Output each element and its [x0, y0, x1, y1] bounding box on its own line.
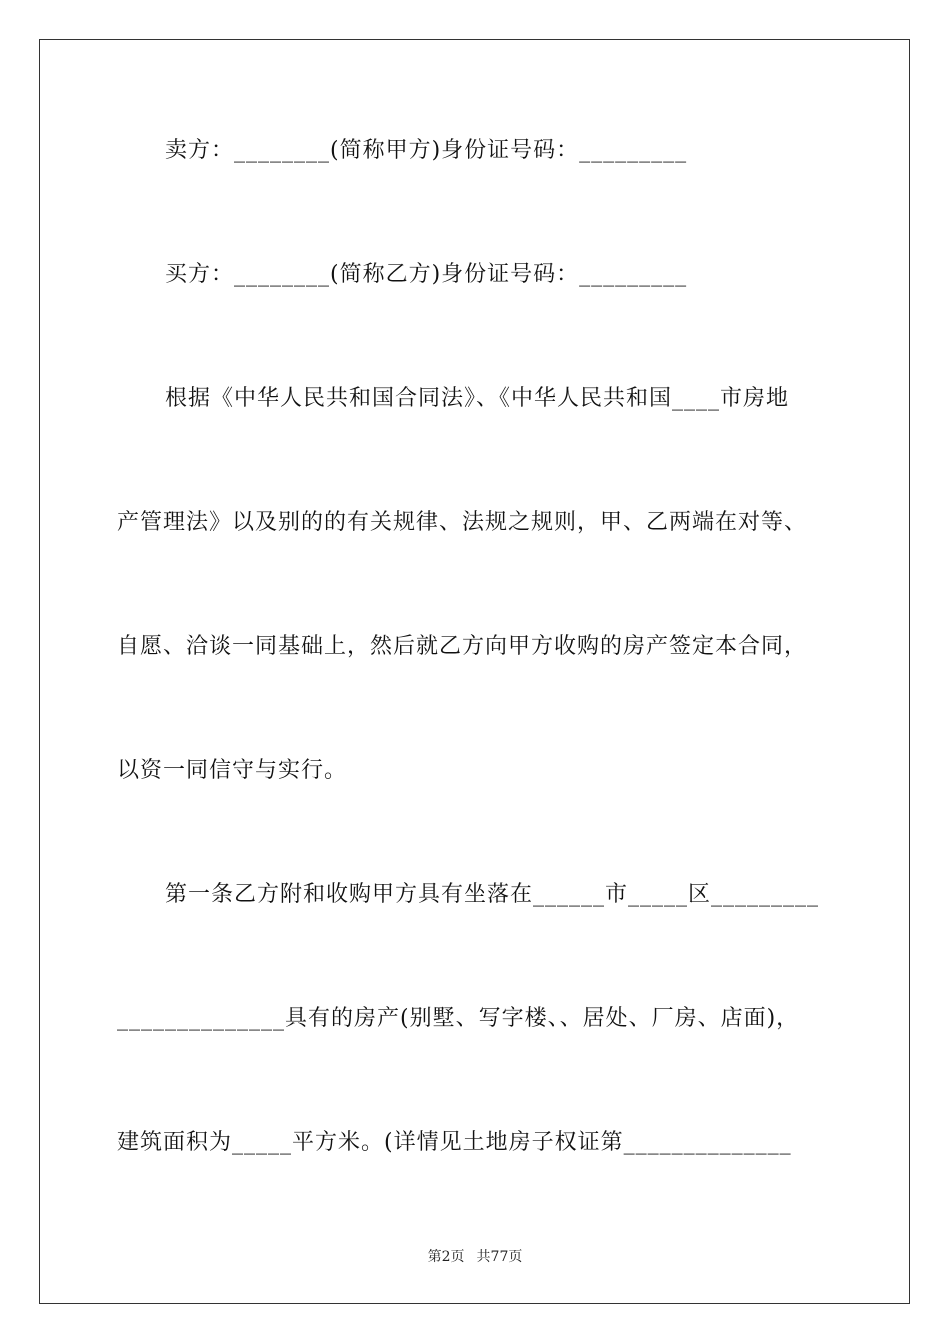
total-pages: 共77页: [476, 1249, 523, 1265]
buyer-line: 买方：________(简称乙方)身份证号码：_________: [165, 262, 688, 287]
seller-line: 卖方：________(简称甲方)身份证号码：_________: [165, 138, 688, 163]
paragraph-line-1: 根据《中华人民共和国合同法》、《中华人民共和国____市房地: [165, 386, 790, 411]
paragraph-line-3: 自愿、洽谈一同基础上，然后就乙方向甲方收购的房产签定本合同，: [117, 634, 808, 659]
page-footer: [0, 1247, 950, 1267]
paragraph-line-4: 以资一同信守与实行。: [117, 758, 348, 783]
article-1-line-1: 第一条乙方附和收购甲方具有坐落在______市_____区_________: [165, 882, 820, 907]
page-number: 第2页: [427, 1249, 465, 1265]
article-1-line-2: ______________具有的房产(别墅、写字楼、、居处、厂房、店面)，: [117, 1006, 800, 1031]
paragraph-line-2: 产管理法》以及别的的有关规律、法规之规则，甲、乙两端在对等、: [117, 510, 808, 535]
article-1-line-3: 建筑面积为_____平方米。(详情见土地房子权证第______________: [117, 1130, 792, 1155]
page-border: [39, 39, 910, 1304]
